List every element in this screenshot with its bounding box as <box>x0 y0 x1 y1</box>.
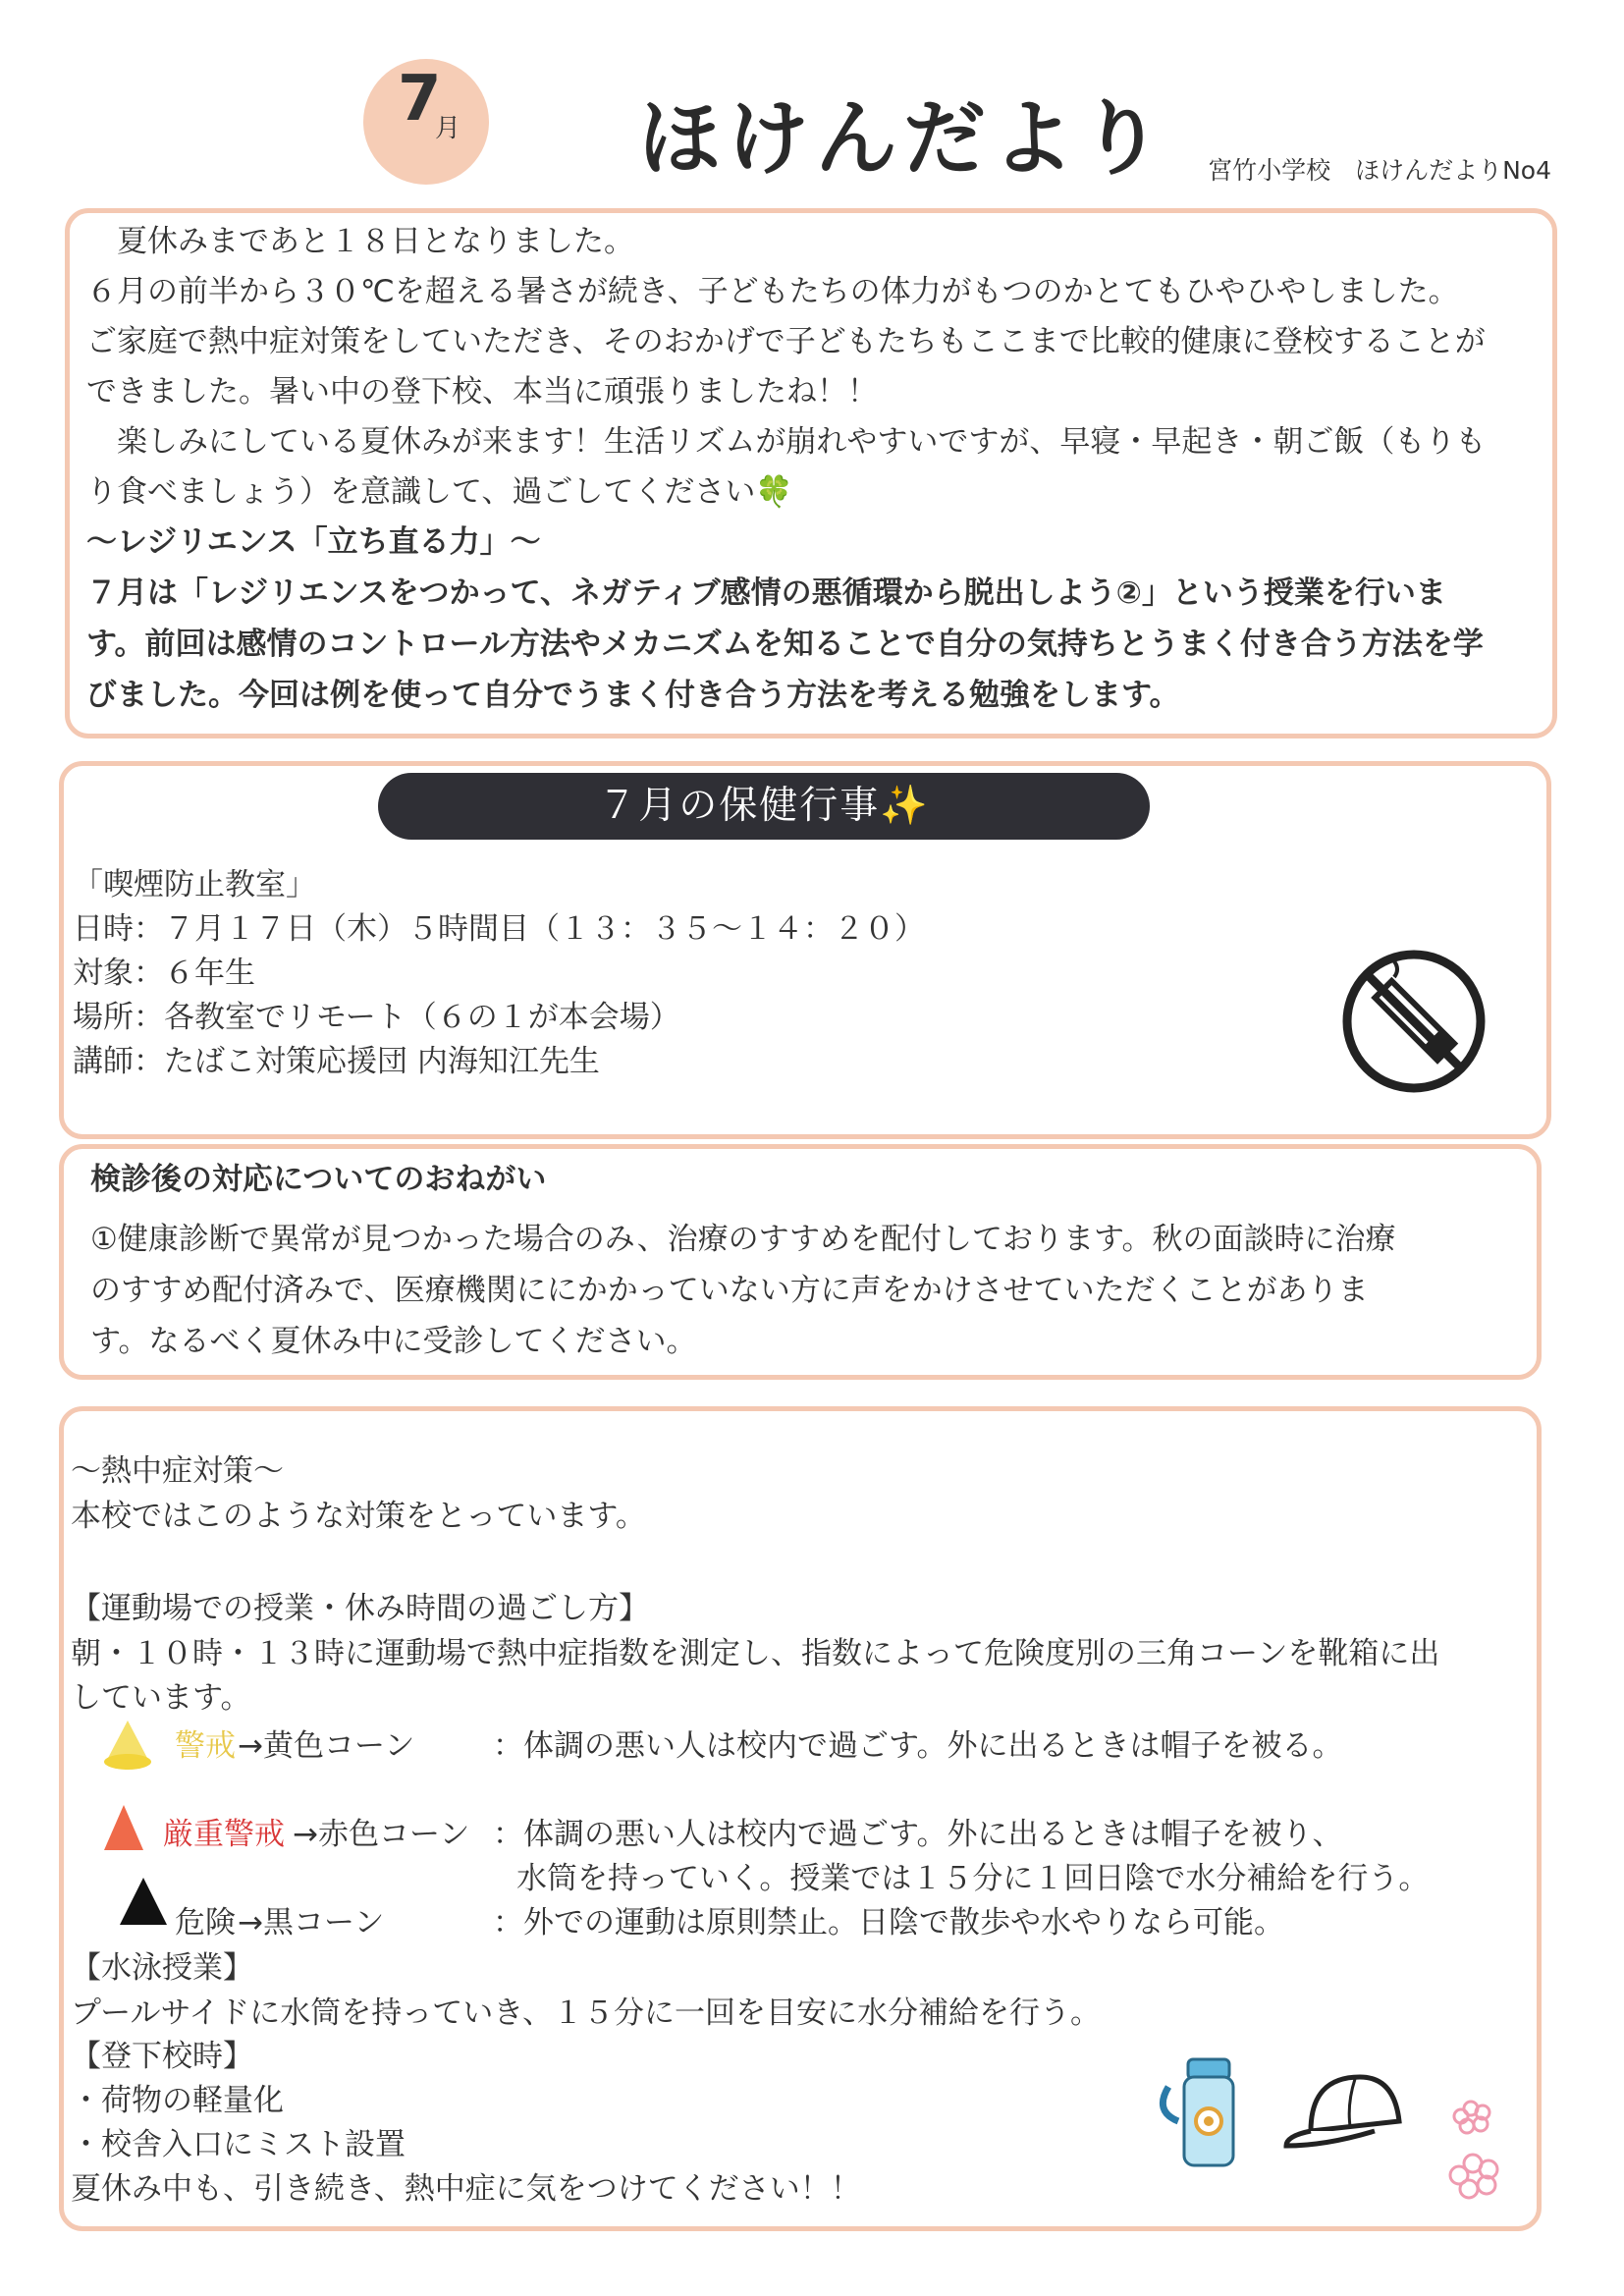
events-banner <box>378 773 1150 840</box>
heat-intro: 本校ではこのような対策をとっています。 <box>71 1499 646 1534</box>
resilience-line: ７月は「レジリエンスをつかって、ネガティブ感情の悪循環から脱出しよう②」という授業を行いま <box>86 575 1446 611</box>
intro-line <box>86 466 793 511</box>
level-cone: →赤色コーン <box>293 1817 470 1852</box>
intro-line: ６月の前半から３０℃を超える暑さが続き、子どもたちの体力がもつのかとてもひやひやしました。 <box>86 274 1459 309</box>
month-number: 7 <box>398 63 442 136</box>
clover-icon: 🍀 <box>755 474 793 510</box>
events-banner-text: ７月の保健行事 <box>598 784 881 828</box>
playground-heading: 【運動場での授業・休み時間の過ごし方】 <box>71 1591 649 1626</box>
cap-icon <box>1281 2062 1409 2160</box>
checkup-line: ①健康診断で異常が見つかった場合のみ、治療のすすめを配付しております。秋の面談時に治療 <box>90 1222 1396 1257</box>
intro-line: 楽しみにしている夏休みが来ます！生活リズムが崩れやすいですが、早寝・早起き・朝ご飯（もりも <box>86 424 1487 460</box>
commute-line: ・荷物の軽量化 <box>71 2083 284 2118</box>
red-cone-icon <box>98 1801 147 1856</box>
heat-heading: 〜熱中症対策〜 <box>71 1453 284 1489</box>
checkup-line: のすすめ配付済みで、医療機関ににかかっていない方に声をかけさせていただくことがありま <box>90 1273 1369 1308</box>
sparkle-icon: ✨ <box>880 784 930 828</box>
event-line: 対象：６年生 <box>73 956 255 991</box>
checkup-line: す。なるべく夏休み中に受診してください。 <box>90 1324 697 1359</box>
event-line: 場所：各教室でリモート（６の１が本会場） <box>73 1000 680 1035</box>
black-cone-icon <box>116 1874 171 1929</box>
commute-heading: 【登下校時】 <box>71 2039 253 2074</box>
issue-label: 宮竹小学校 ほけんだよりNo4 <box>1208 156 1551 185</box>
resilience-line: びました。今回は例を使って自分でうまく付き合う方法を考える勉強をします。 <box>86 678 1180 713</box>
resilience-heading: 〜レジリエンス「立ち直る力」〜 <box>86 524 541 560</box>
level-label: 危険 <box>175 1905 236 1941</box>
commute-line: ・校舎入口にミスト設置 <box>71 2127 406 2162</box>
flower-icon <box>1434 2087 1512 2205</box>
resilience-line: す。前回は感情のコントロール方法やメカニズムを知ることで自分の気持ちとうまく付き合う方法を学 <box>86 627 1484 662</box>
event-line: 「喫煙防止教室」 <box>73 867 316 902</box>
level-cone: →黄色コーン <box>238 1728 415 1764</box>
intro-line: 夏休みまであと１８日となりました。 <box>86 224 634 259</box>
swim-heading: 【水泳授業】 <box>71 1950 253 1986</box>
swim-line: プールサイドに水筒を持っていき、１５分に一回を目安に水分補給を行う。 <box>71 1995 1102 2031</box>
level-desc: ：体調の悪い人は校内で過ごす。外に出るときは帽子を被り、 <box>493 1817 1343 1852</box>
playground-line: しています。 <box>71 1680 251 1716</box>
month-unit: 月 <box>435 114 461 143</box>
water-bottle-icon <box>1149 2048 1257 2175</box>
intro-line: できました。暑い中の登下校、本当に頑張りましたね！！ <box>86 374 878 410</box>
page-title: ほけんだより <box>638 90 1169 187</box>
playground-line: 朝・１０時・１３時に運動場で熱中症指数を測定し、指数によって危険度別の三角コーンを靴箱に出 <box>71 1636 1440 1671</box>
level-desc: ：外での運動は原則禁止。日陰で散歩や水やりなら可能。 <box>493 1905 1284 1941</box>
yellow-cone-icon <box>98 1717 157 1772</box>
intro-line-text: り食べましょう）を意識して、過ごしてください <box>86 474 756 510</box>
intro-line: ご家庭で熱中症対策をしていただき、そのおかげで子どもたちもここまで比較的健康に登校することが <box>86 324 1486 359</box>
level-desc: 水筒を持っていく。授業では１５分に１回日陰で水分補給を行う。 <box>516 1861 1430 1896</box>
level-desc: ：体調の悪い人は校内で過ごす。外に出るときは帽子を被る。 <box>493 1728 1343 1764</box>
checkup-heading: 検診後の対応についてのおねがい <box>90 1162 547 1197</box>
event-line: 日時：７月１７日（木）５時間目（１３：３５〜１４：２０） <box>73 911 925 947</box>
no-smoking-icon <box>1340 948 1488 1095</box>
closing-line: 夏休み中も、引き続き、熱中症に気をつけてください！！ <box>71 2171 861 2207</box>
level-cone: →黒コーン <box>238 1905 385 1941</box>
level-label: 警戒 <box>175 1728 236 1764</box>
event-line: 講師：たばこ対策応援団 内海知江先生 <box>73 1044 600 1079</box>
level-label: 厳重警戒 <box>163 1817 285 1852</box>
